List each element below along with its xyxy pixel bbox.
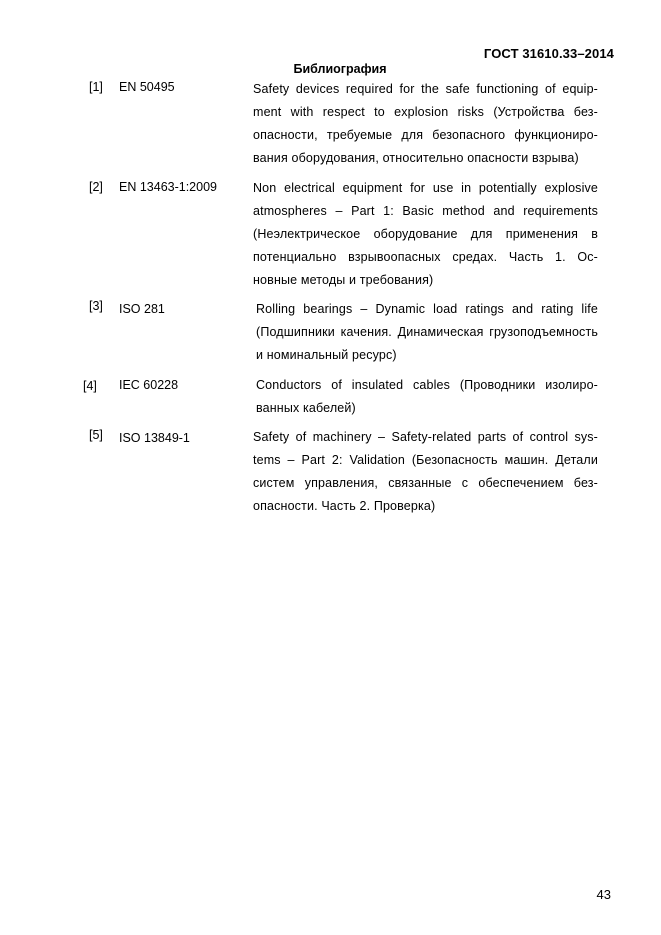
entry-description: Non electrical equipment for use in potentially explosive atmospheres – Part 1: Basic method and requirements (Неэлектрическое оборудование для применения в потенциально взрывоопасных средах. Часть 1. Ос-новные методы и требования) [253,181,598,287]
entry-number: [1] [89,80,103,94]
entry-code: EN 50495 [119,80,175,94]
entry-number: [3] [89,299,103,313]
bibliography-title: Библиография [293,62,387,76]
entry-description: Safety of machinery – Safety-related parts of control sys-tems – Part 2: Validation (Безопасность машин. Детали систем управления, связанные с обеспечением без-опасности. Часть 2. Проверка) [253,430,598,513]
entry-code: ISO 13849-1 [119,431,190,445]
entry-number: [4] [83,379,97,393]
entry-code: IEC 60228 [119,378,179,392]
entry-description: Safety devices required for the safe functioning of equip-ment with respect to explosion risks (Устройства без-опасности, требуемые для безопасного функциониро-вания оборудования, относительно опасности взрыва) [253,82,598,165]
entry-number: [2] [89,180,103,194]
document-standard-number: ГОСТ 31610.33–2014 [483,46,614,61]
entry-description: Conductors of insulated cables (Проводники изолиро-ванных кабелей) [256,378,598,415]
entry-code: EN 13463-1:2009 [119,180,217,194]
entry-code: ISO 281 [119,302,165,316]
entry-number: [5] [89,428,103,442]
entry-description: Rolling bearings – Dynamic load ratings and rating life (Подшипники качения. Динамическая грузоподъемность и номинальный ресурс) [256,302,598,362]
page-number: 43 [596,887,611,902]
